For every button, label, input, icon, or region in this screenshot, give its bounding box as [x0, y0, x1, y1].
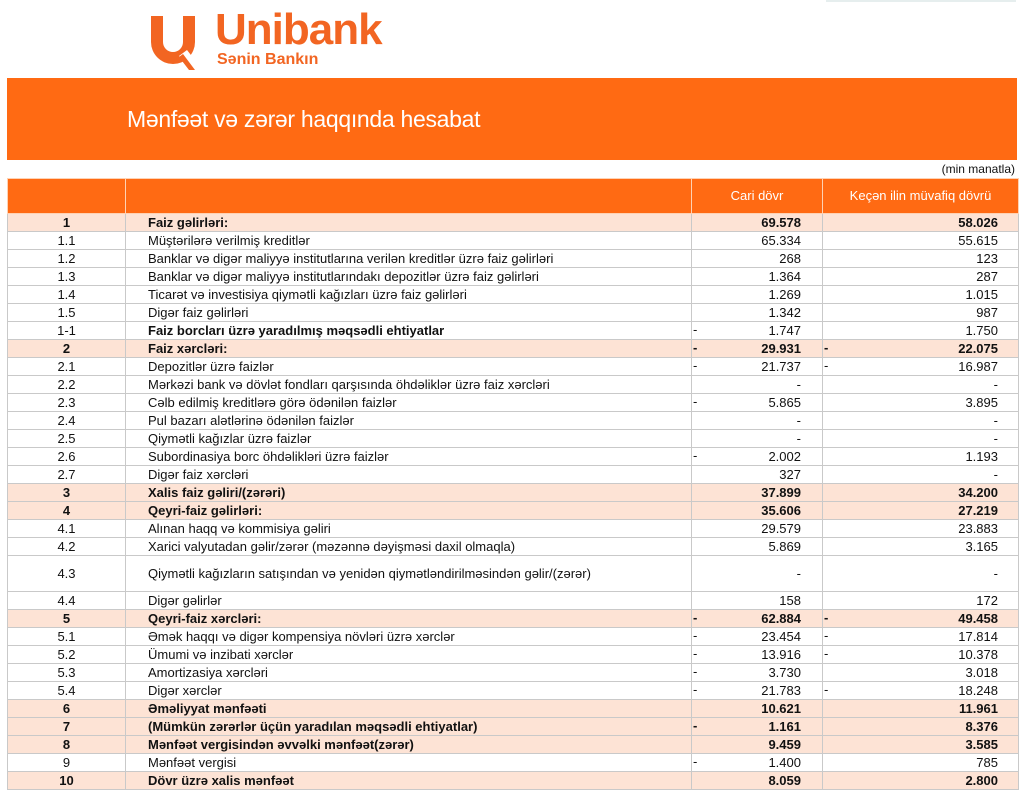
previous-period-value — [823, 520, 1019, 538]
table-row — [8, 358, 1019, 376]
row-number: 1.4 — [8, 286, 126, 304]
row-number: 10 — [8, 772, 126, 790]
previous-period-value — [823, 556, 1019, 592]
previous-period-value — [823, 502, 1019, 520]
table-row — [8, 538, 1019, 556]
negative-sign: - — [693, 358, 698, 373]
row-number: 4.2 — [8, 538, 126, 556]
table-header-row — [8, 179, 1019, 214]
table-row — [8, 646, 1019, 664]
amount: 3.018 — [965, 664, 998, 680]
current-period-value — [692, 610, 823, 628]
header-previous-period: Keçən ilin müvafiq dövrü — [823, 179, 1019, 214]
unibank-logo[interactable] — [143, 5, 403, 72]
row-description: Faiz borcları üzrə yaradılmış məqsədli ehtiyatlar — [126, 322, 692, 340]
amount: 8.059 — [768, 772, 801, 788]
row-number: 5 — [8, 610, 126, 628]
table-row — [8, 232, 1019, 250]
amount: 17.814 — [958, 628, 998, 644]
row-description: Qeyri-faiz gəlirləri: — [126, 502, 692, 520]
previous-period-value — [823, 754, 1019, 772]
row-description: Mənfəət vergisindən əvvəlki mənfəət(zərər) — [126, 736, 692, 754]
current-period-value — [692, 412, 823, 430]
negative-sign: - — [824, 646, 829, 661]
current-period-value — [692, 718, 823, 736]
negative-sign: - — [693, 718, 698, 733]
current-period-value — [692, 682, 823, 700]
negative-sign: - — [824, 340, 829, 355]
current-period-value — [692, 736, 823, 754]
previous-period-value — [823, 214, 1019, 232]
previous-period-value — [823, 592, 1019, 610]
negative-sign: - — [693, 610, 698, 625]
row-number: 2.3 — [8, 394, 126, 412]
previous-period-value — [823, 322, 1019, 340]
current-period-value — [692, 340, 823, 358]
previous-period-value — [823, 250, 1019, 268]
row-description: Müştərilərə verilmiş kreditlər — [126, 232, 692, 250]
table-row — [8, 268, 1019, 286]
amount: - — [796, 430, 801, 446]
previous-period-value — [823, 268, 1019, 286]
row-description: Amortizasiya xərcləri — [126, 664, 692, 682]
amount: 987 — [976, 304, 998, 320]
table-row — [8, 250, 1019, 268]
negative-sign: - — [693, 322, 698, 337]
table-row — [8, 304, 1019, 322]
previous-period-value — [823, 700, 1019, 718]
table-row — [8, 430, 1019, 448]
previous-period-value — [823, 430, 1019, 448]
amount: 2.002 — [768, 448, 801, 464]
previous-period-value — [823, 610, 1019, 628]
row-number: 2.4 — [8, 412, 126, 430]
amount: 35.606 — [761, 502, 801, 518]
table-row — [8, 484, 1019, 502]
previous-period-value — [823, 646, 1019, 664]
unit-note: (min manatla) — [941, 162, 1015, 176]
row-number: 8 — [8, 736, 126, 754]
current-period-value — [692, 628, 823, 646]
current-period-value — [692, 538, 823, 556]
current-period-value — [692, 502, 823, 520]
row-number: 3 — [8, 484, 126, 502]
amount: 1.015 — [965, 286, 998, 302]
amount: 21.737 — [761, 358, 801, 374]
table-row — [8, 448, 1019, 466]
amount: 23.883 — [958, 520, 998, 536]
amount: 62.884 — [761, 610, 801, 626]
row-number: 2.6 — [8, 448, 126, 466]
amount: 1.400 — [768, 754, 801, 770]
income-statement-table — [7, 178, 1019, 790]
current-period-value — [692, 394, 823, 412]
current-period-value — [692, 484, 823, 502]
current-period-value — [692, 250, 823, 268]
current-period-value — [692, 592, 823, 610]
amount: - — [796, 412, 801, 428]
current-period-value — [692, 304, 823, 322]
table-row — [8, 520, 1019, 538]
row-number: 7 — [8, 718, 126, 736]
previous-period-value — [823, 376, 1019, 394]
row-number: 1-1 — [8, 322, 126, 340]
brand-name: Unibank — [215, 5, 382, 54]
page-title: Mənfəət və zərər haqqında hesabat — [127, 106, 481, 132]
previous-period-value — [823, 304, 1019, 322]
header-description — [126, 179, 692, 214]
current-period-value — [692, 448, 823, 466]
amount: - — [796, 565, 801, 581]
row-description: Alınan haqq və kommisiya gəliri — [126, 520, 692, 538]
row-description: Pul bazarı alətlərinə ödənilən faizlər — [126, 412, 692, 430]
amount: 5.865 — [768, 394, 801, 410]
row-description: Qiymətli kağızların satışından və yenidən qiymətləndirilməsindən gəlir/(zərər) — [126, 556, 692, 592]
amount: - — [993, 376, 998, 392]
amount: 9.459 — [768, 736, 801, 752]
row-description: Qiymətli kağızlar üzrə faizlər — [126, 430, 692, 448]
previous-period-value — [823, 340, 1019, 358]
previous-period-value — [823, 358, 1019, 376]
negative-sign: - — [824, 610, 829, 625]
negative-sign: - — [693, 754, 698, 769]
row-number: 2.5 — [8, 430, 126, 448]
negative-sign: - — [693, 394, 698, 409]
row-number: 1.1 — [8, 232, 126, 250]
row-description: Digər xərclər — [126, 682, 692, 700]
row-description: Digər faiz xərcləri — [126, 466, 692, 484]
row-description: Əmək haqqı və digər kompensiya növləri üzrə xərclər — [126, 628, 692, 646]
current-period-value — [692, 556, 823, 592]
row-description: Ticarət və investisiya qiymətli kağızları üzrə faiz gəlirləri — [126, 286, 692, 304]
amount: 158 — [779, 592, 801, 608]
row-number: 1.5 — [8, 304, 126, 322]
current-period-value — [692, 232, 823, 250]
amount: 1.747 — [768, 322, 801, 338]
table-row — [8, 394, 1019, 412]
row-description: Faiz xərcləri: — [126, 340, 692, 358]
amount: - — [993, 565, 998, 581]
current-period-value — [692, 214, 823, 232]
amount: 1.364 — [768, 268, 801, 284]
previous-period-value — [823, 412, 1019, 430]
top-edge-strip — [826, 0, 1016, 2]
amount: 1.193 — [965, 448, 998, 464]
amount: 3.895 — [965, 394, 998, 410]
negative-sign: - — [824, 682, 829, 697]
row-number: 2.7 — [8, 466, 126, 484]
amount: 1.750 — [965, 322, 998, 338]
row-description: (Mümkün zərərlər üçün yaradılan məqsədli ehtiyatlar) — [126, 718, 692, 736]
amount: 49.458 — [958, 610, 998, 626]
table-row — [8, 466, 1019, 484]
amount: 21.783 — [761, 682, 801, 698]
amount: 58.026 — [958, 214, 998, 230]
amount: 268 — [779, 250, 801, 266]
previous-period-value — [823, 682, 1019, 700]
row-number: 6 — [8, 700, 126, 718]
table-row — [8, 682, 1019, 700]
table-row — [8, 322, 1019, 340]
previous-period-value — [823, 394, 1019, 412]
row-number: 9 — [8, 754, 126, 772]
row-description: Ümumi və inzibati xərclər — [126, 646, 692, 664]
table-row — [8, 376, 1019, 394]
negative-sign: - — [693, 628, 698, 643]
row-number: 1 — [8, 214, 126, 232]
previous-period-value — [823, 664, 1019, 682]
negative-sign: - — [693, 646, 698, 661]
row-description: Digər faiz gəlirləri — [126, 304, 692, 322]
previous-period-value — [823, 232, 1019, 250]
previous-period-value — [823, 628, 1019, 646]
current-period-value — [692, 700, 823, 718]
amount: 13.916 — [761, 646, 801, 662]
amount: 27.219 — [958, 502, 998, 518]
table-row — [8, 736, 1019, 754]
amount: 37.899 — [761, 484, 801, 500]
amount: 10.621 — [761, 700, 801, 716]
amount: 1.161 — [768, 718, 801, 734]
previous-period-value — [823, 538, 1019, 556]
row-description: Mərkəzi bank və dövlət fondları qarşısında öhdəliklər üzrə faiz xərcləri — [126, 376, 692, 394]
row-number: 4.3 — [8, 556, 126, 592]
amount: 29.931 — [761, 340, 801, 356]
row-number: 2 — [8, 340, 126, 358]
row-description: Digər gəlirlər — [126, 592, 692, 610]
previous-period-value — [823, 286, 1019, 304]
row-number: 2.2 — [8, 376, 126, 394]
amount: 8.376 — [965, 718, 998, 734]
title-banner — [7, 78, 1017, 160]
amount: 2.800 — [965, 772, 998, 788]
current-period-value — [692, 646, 823, 664]
table-row — [8, 772, 1019, 790]
amount: 1.342 — [768, 304, 801, 320]
row-number: 1.2 — [8, 250, 126, 268]
current-period-value — [692, 322, 823, 340]
brand-tagline: Sənin Bankın — [217, 51, 319, 68]
amount: 785 — [976, 754, 998, 770]
amount: 16.987 — [958, 358, 998, 374]
row-description: Subordinasiya borc öhdəlikləri üzrə faizlər — [126, 448, 692, 466]
header-number — [8, 179, 126, 214]
current-period-value — [692, 772, 823, 790]
amount: 18.248 — [958, 682, 998, 698]
row-description: Depozitlər üzrə faizlər — [126, 358, 692, 376]
row-number: 4 — [8, 502, 126, 520]
table-row — [8, 412, 1019, 430]
previous-period-value — [823, 466, 1019, 484]
row-number: 5.3 — [8, 664, 126, 682]
table-row — [8, 592, 1019, 610]
previous-period-value — [823, 448, 1019, 466]
table-row — [8, 286, 1019, 304]
unibank-u-icon — [143, 10, 203, 70]
table-row — [8, 610, 1019, 628]
amount: 34.200 — [958, 484, 998, 500]
amount: 55.615 — [958, 232, 998, 248]
header-current-period: Cari dövr — [692, 179, 823, 214]
current-period-value — [692, 286, 823, 304]
row-number: 4.4 — [8, 592, 126, 610]
amount: 287 — [976, 268, 998, 284]
row-description: Əməliyyat mənfəəti — [126, 700, 692, 718]
table-row — [8, 718, 1019, 736]
table-row — [8, 700, 1019, 718]
amount: 1.269 — [768, 286, 801, 302]
previous-period-value — [823, 772, 1019, 790]
negative-sign: - — [693, 664, 698, 679]
row-description: Xalis faiz gəliri/(zərəri) — [126, 484, 692, 502]
row-description: Banklar və digər maliyyə institutlarındakı depozitlər üzrə faiz gəlirləri — [126, 268, 692, 286]
amount: 65.334 — [761, 232, 801, 248]
current-period-value — [692, 664, 823, 682]
row-description: Xarici valyutadan gəlir/zərər (məzənnə dəyişməsi daxil olmaqla) — [126, 538, 692, 556]
amount: 5.869 — [768, 538, 801, 554]
amount: 22.075 — [958, 340, 998, 356]
table-row — [8, 664, 1019, 682]
amount: 11.961 — [958, 700, 998, 716]
amount: 3.730 — [768, 664, 801, 680]
negative-sign: - — [824, 628, 829, 643]
row-number: 4.1 — [8, 520, 126, 538]
amount: - — [993, 466, 998, 482]
amount: - — [993, 412, 998, 428]
current-period-value — [692, 268, 823, 286]
row-description: Mənfəət vergisi — [126, 754, 692, 772]
row-number: 5.4 — [8, 682, 126, 700]
table-row — [8, 214, 1019, 232]
table-row — [8, 754, 1019, 772]
current-period-value — [692, 520, 823, 538]
amount: 10.378 — [958, 646, 998, 662]
amount: - — [993, 430, 998, 446]
row-description: Qeyri-faiz xərcləri: — [126, 610, 692, 628]
amount: 3.585 — [965, 736, 998, 752]
table-row — [8, 340, 1019, 358]
current-period-value — [692, 358, 823, 376]
amount: 23.454 — [761, 628, 801, 644]
row-description: Cəlb edilmiş kreditlərə görə ödənilən faizlər — [126, 394, 692, 412]
amount: 3.165 — [965, 538, 998, 554]
amount: 123 — [976, 250, 998, 266]
previous-period-value — [823, 736, 1019, 754]
amount: - — [796, 376, 801, 392]
amount: 327 — [779, 466, 801, 482]
amount: 69.578 — [761, 214, 801, 230]
current-period-value — [692, 754, 823, 772]
negative-sign: - — [824, 358, 829, 373]
row-number: 1.3 — [8, 268, 126, 286]
table-row — [8, 502, 1019, 520]
row-description: Banklar və digər maliyyə institutlarına verilən kreditlər üzrə faiz gəlirləri — [126, 250, 692, 268]
row-number: 5.2 — [8, 646, 126, 664]
current-period-value — [692, 376, 823, 394]
previous-period-value — [823, 718, 1019, 736]
row-description: Dövr üzrə xalis mənfəət — [126, 772, 692, 790]
amount: 29.579 — [761, 520, 801, 536]
row-number: 2.1 — [8, 358, 126, 376]
current-period-value — [692, 466, 823, 484]
row-number: 5.1 — [8, 628, 126, 646]
negative-sign: - — [693, 340, 698, 355]
amount: 172 — [976, 592, 998, 608]
current-period-value — [692, 430, 823, 448]
row-description: Faiz gəlirləri: — [126, 214, 692, 232]
previous-period-value — [823, 484, 1019, 502]
table-row — [8, 628, 1019, 646]
negative-sign: - — [693, 682, 698, 697]
table-row — [8, 556, 1019, 592]
negative-sign: - — [693, 448, 698, 463]
